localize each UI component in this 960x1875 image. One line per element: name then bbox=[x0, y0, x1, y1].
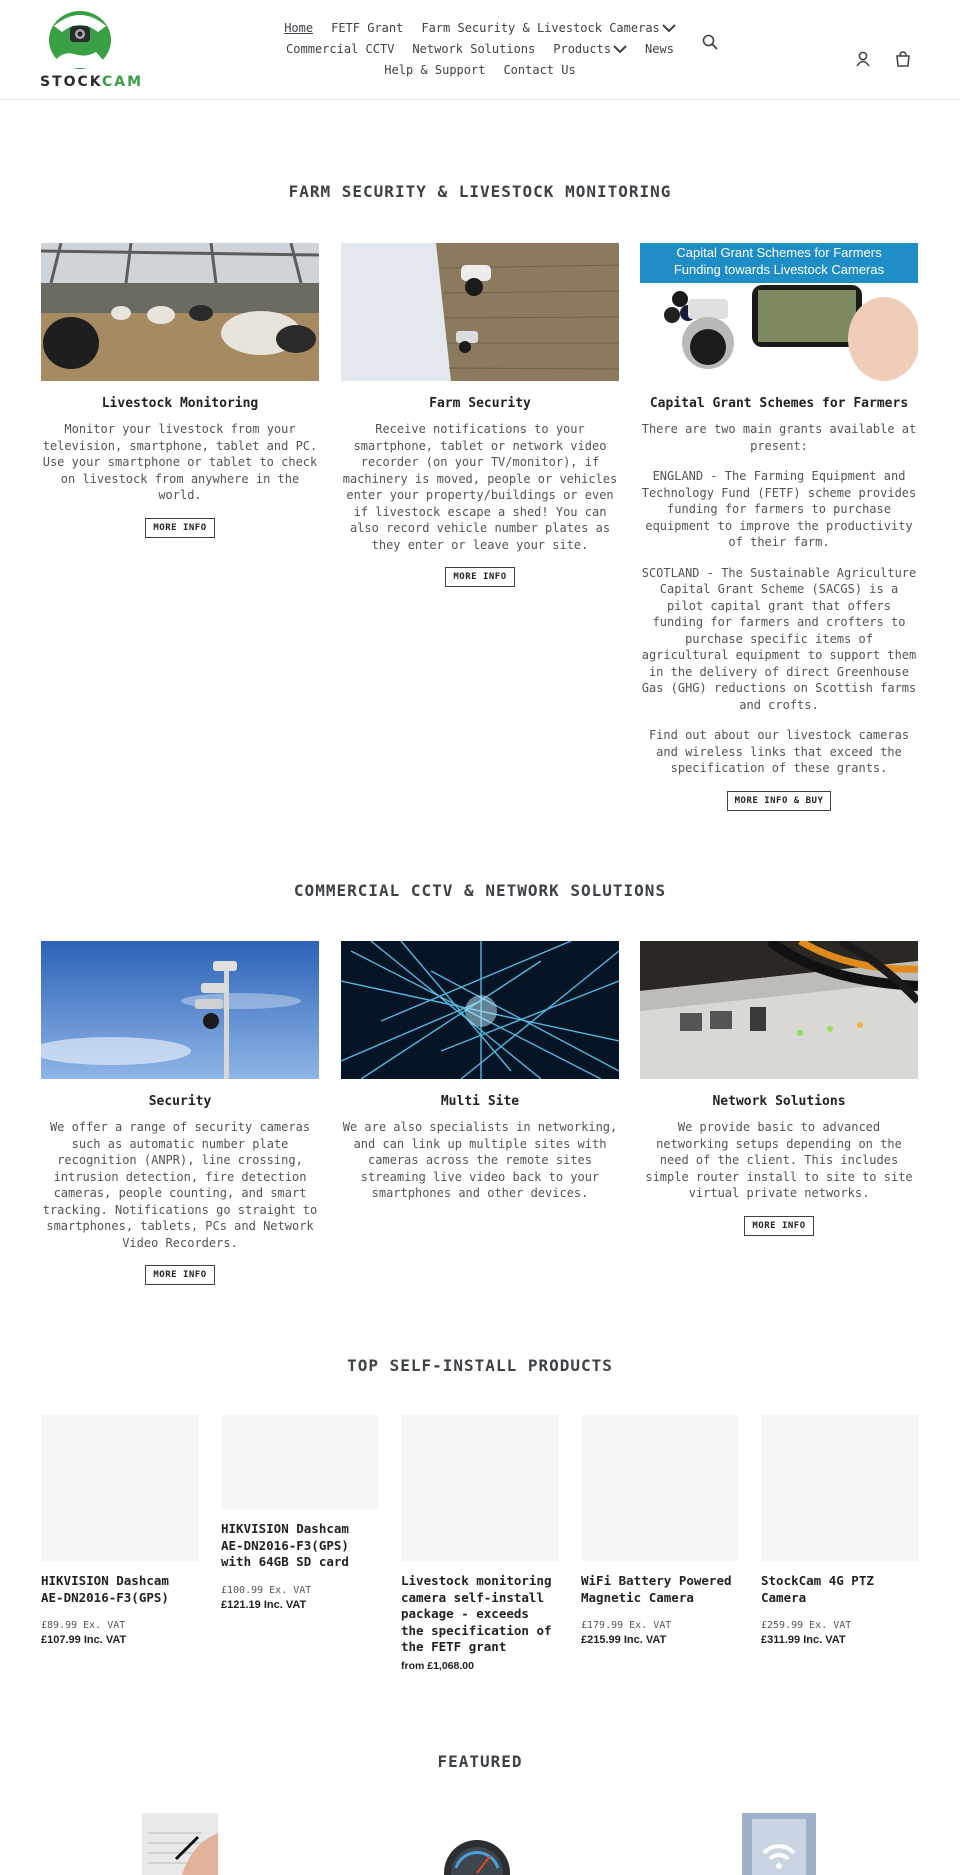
product-image[interactable] bbox=[581, 1415, 739, 1561]
card-text: We are also specialists in networking, and can link up multiple sites with cameras across the remote sites streaming live video back to your smartphones and other devices. bbox=[342, 1120, 618, 1200]
product-card[interactable] bbox=[761, 1415, 919, 1646]
grant-image-line1: Capital Grant Schemes for Farmers bbox=[676, 245, 882, 260]
nav-contact-us[interactable]: Contact Us bbox=[503, 63, 576, 77]
network-switch-image bbox=[640, 941, 918, 1079]
product-price-inc-vat: £121.19 Inc. VAT bbox=[221, 1598, 307, 1611]
product-image[interactable] bbox=[221, 1415, 379, 1509]
product-name[interactable]: StockCam 4G PTZ Camera bbox=[761, 1573, 874, 1605]
card-text: There are two main grants available at present: bbox=[641, 422, 917, 453]
nav-products-label: Products bbox=[553, 42, 612, 56]
account-icon[interactable] bbox=[856, 51, 870, 67]
logo-cow-icon bbox=[40, 10, 120, 72]
grant-image-line2: Funding towards Livestock Cameras bbox=[673, 262, 885, 277]
card-text-find-out: Find out about our livestock cameras and wireless links that exceed the specification of these grants. bbox=[648, 728, 910, 775]
more-info-button[interactable]: MORE INFO bbox=[145, 1265, 214, 1285]
product-image[interactable] bbox=[41, 1415, 199, 1561]
pole-cameras-sky-image bbox=[41, 941, 319, 1079]
product-image[interactable] bbox=[761, 1415, 919, 1561]
network-solutions-card bbox=[640, 941, 918, 1236]
site-header bbox=[0, 0, 960, 100]
card-text: Receive notifications to your smartphone, tablet or network video recorder (on your TV/monitor), if machinery is moved, people or vehicles enter your property/buildings or even if livestock escape a shed! You can also record vehicle number plates as they enter or leave your site. bbox=[342, 422, 618, 552]
nav-fetf-grant[interactable]: FETF Grant bbox=[331, 21, 404, 35]
card-text: Monitor your livestock from your television, smartphone, tablet and PC. Use your smartphone or tablet to check on livestock from anywhere in the world. bbox=[42, 422, 318, 502]
commercial-section-title: COMMERCIAL CCTV & NETWORK SOLUTIONS bbox=[293, 881, 667, 900]
nav-home[interactable]: Home bbox=[284, 21, 314, 35]
search-icon[interactable] bbox=[702, 34, 718, 50]
logo[interactable] bbox=[40, 10, 144, 92]
capital-grant-card bbox=[640, 243, 918, 811]
security-card bbox=[41, 941, 319, 1285]
product-name[interactable]: Livestock monitoring camera self-install package - exceeds the specification of the FETF grant bbox=[401, 1573, 552, 1654]
product-card[interactable] bbox=[41, 1415, 199, 1646]
product-price-inc-vat: £215.99 Inc. VAT bbox=[581, 1634, 667, 1646]
product-price-ex-vat: £179.99 Ex. VAT bbox=[581, 1620, 672, 1631]
nav-farm-security[interactable] bbox=[421, 18, 675, 39]
product-price-ex-vat: £100.99 Ex. VAT bbox=[221, 1584, 312, 1596]
product-name[interactable]: WiFi Battery Powered Magnetic Camera bbox=[581, 1573, 732, 1605]
card-text: We provide basic to advanced networking setups depending on the need of the client. This includes simple router install to site to site virtual private networks. bbox=[645, 1120, 913, 1200]
more-info-buy-button[interactable]: MORE INFO & BUY bbox=[727, 791, 832, 811]
card-title: Livestock Monitoring bbox=[101, 396, 259, 411]
product-price-from: from £1,068.00 bbox=[401, 1659, 474, 1672]
nav-products[interactable] bbox=[553, 39, 627, 60]
featured-image-wifi[interactable] bbox=[742, 1813, 816, 1875]
featured-section-title: FEATURED bbox=[437, 1752, 523, 1771]
more-info-button[interactable]: MORE INFO bbox=[744, 1216, 813, 1236]
grant-scheme-image bbox=[640, 243, 918, 381]
livestock-barn-image bbox=[41, 243, 319, 381]
more-info-button[interactable]: MORE INFO bbox=[145, 518, 214, 538]
more-info-button[interactable]: MORE INFO bbox=[445, 567, 514, 587]
product-card[interactable] bbox=[581, 1415, 739, 1646]
nav-news[interactable]: News bbox=[645, 42, 674, 56]
nav-commercial-cctv[interactable]: Commercial CCTV bbox=[286, 42, 395, 56]
card-title: Farm Security bbox=[429, 396, 531, 411]
card-text-scotland: SCOTLAND - The Sustainable Agriculture Capital Grant Scheme (SACGS) is a pilot capital grant that offers funding for farmers and crofters to purchase specific items of agricultural equipment to support them in the delivery of direct Greenhouse Gas (GHG) reductions on Scottish farms and crofts. bbox=[641, 565, 917, 712]
multi-site-card bbox=[341, 941, 619, 1202]
logo-text: STOCKCAM bbox=[40, 74, 144, 90]
product-card[interactable] bbox=[221, 1415, 379, 1611]
product-price-inc-vat: £311.99 Inc. VAT bbox=[761, 1634, 846, 1646]
card-title: Network Solutions bbox=[712, 1094, 846, 1109]
farm-section-title: FARM SECURITY & LIVESTOCK MONITORING bbox=[288, 182, 672, 201]
security-cameras-wall-image bbox=[341, 243, 619, 381]
farm-security-card bbox=[341, 243, 619, 587]
products-section-title: TOP SELF-INSTALL PRODUCTS bbox=[347, 1356, 613, 1375]
product-price-ex-vat: £89.99 Ex. VAT bbox=[41, 1620, 126, 1631]
product-card[interactable] bbox=[401, 1415, 559, 1672]
card-title: Multi Site bbox=[440, 1094, 520, 1109]
cart-icon[interactable] bbox=[895, 51, 911, 67]
nav-help-support[interactable]: Help & Support bbox=[384, 63, 486, 77]
card-text-england: ENGLAND - The Farming Equipment and Technology Fund (FETF) scheme provides funding for farmers to purchase equipment to improve the productivity of their farm. bbox=[641, 469, 917, 549]
featured-image-gauge[interactable] bbox=[442, 1838, 512, 1875]
main-nav bbox=[270, 18, 690, 81]
product-name[interactable]: HIKVISION Dashcam AE-DN2016-F3(GPS) with 64GB SD card bbox=[221, 1521, 349, 1569]
chevron-down-icon bbox=[662, 24, 676, 33]
nav-network-solutions[interactable]: Network Solutions bbox=[412, 42, 536, 56]
product-price-inc-vat: £107.99 Inc. VAT bbox=[41, 1634, 127, 1646]
nav-farm-security-label: Farm Security & Livestock Cameras bbox=[421, 21, 660, 35]
livestock-monitoring-card bbox=[41, 243, 319, 538]
product-image[interactable] bbox=[401, 1415, 559, 1561]
product-name[interactable]: HIKVISION Dashcam AE-DN2016-F3(GPS) bbox=[41, 1573, 169, 1605]
card-text: We offer a range of security cameras such as automatic number plate recognition (ANPR), line crossing, intrusion detection, fire detection cameras, people counting, and smart tracking. Notifications go straight to smartphones, tablets, PCs and Network Video Recorders. bbox=[42, 1120, 318, 1250]
featured-image-signing[interactable] bbox=[142, 1813, 218, 1875]
network-lines-image bbox=[341, 941, 619, 1079]
card-title: Capital Grant Schemes for Farmers bbox=[649, 396, 909, 411]
product-price-ex-vat: £259.99 Ex. VAT bbox=[761, 1620, 852, 1631]
card-title: Security bbox=[148, 1094, 212, 1109]
chevron-down-icon bbox=[613, 45, 627, 54]
